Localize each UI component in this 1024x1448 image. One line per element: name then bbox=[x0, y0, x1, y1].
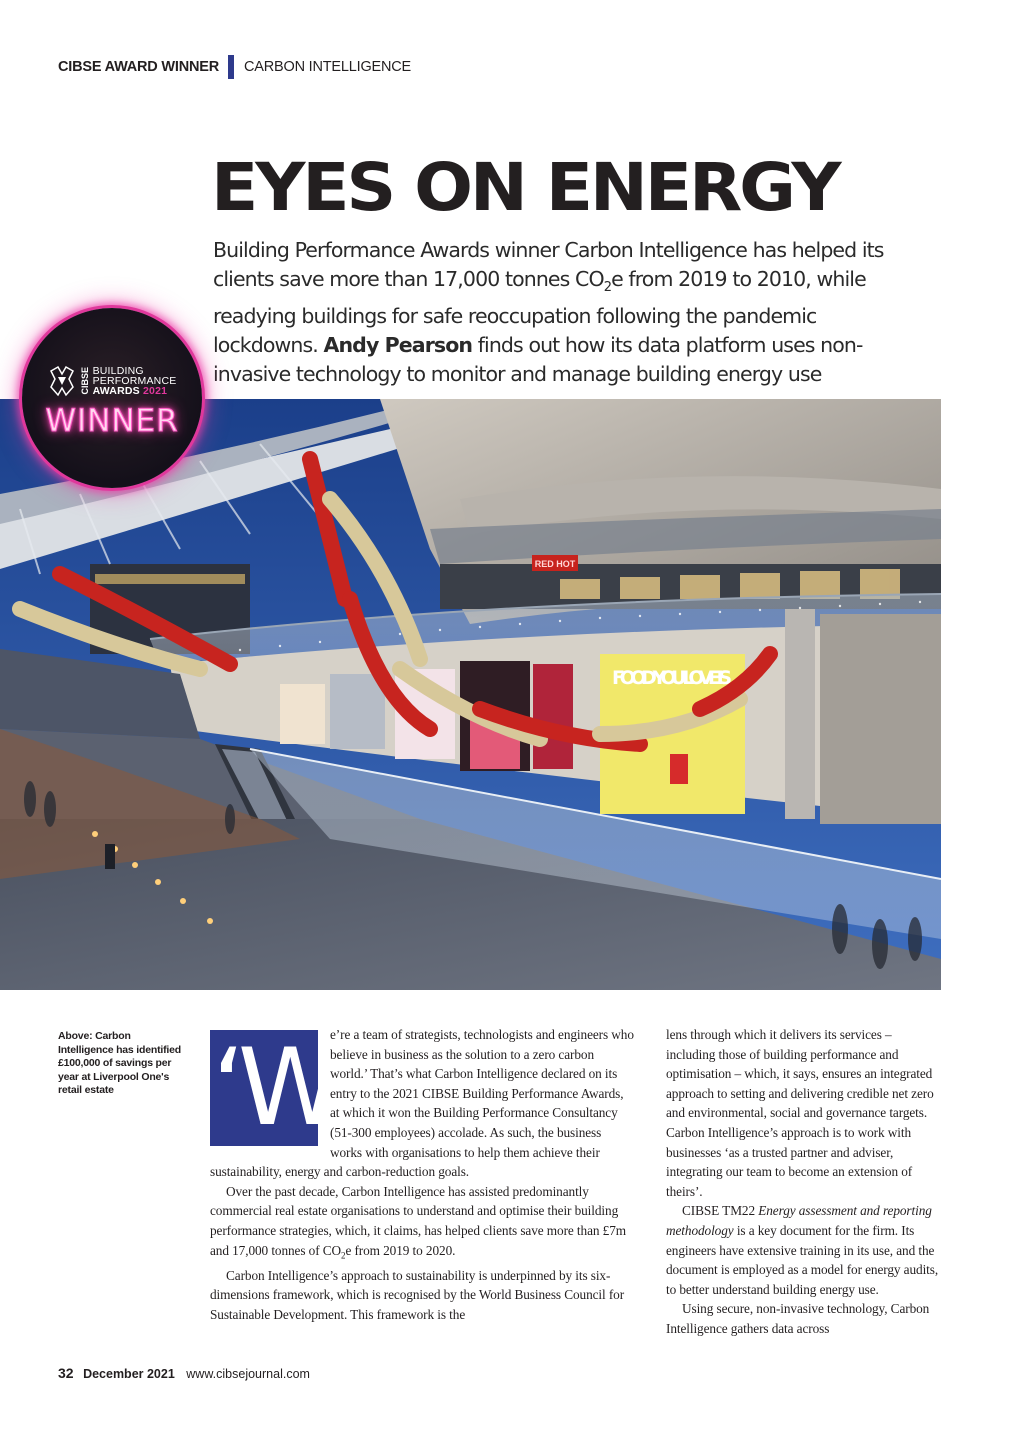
page-footer bbox=[58, 1365, 310, 1381]
cibse-logo-icon bbox=[48, 365, 76, 397]
author-name: Andy Pearson bbox=[323, 333, 473, 358]
standfirst-subscript: 2 bbox=[603, 280, 612, 296]
document-title: Energy assessment and reporting methodology bbox=[666, 1203, 932, 1238]
body-column-2 bbox=[666, 1025, 942, 1339]
body-paragraph: lens through which it delivers its services – including those of building performance and optimisation – which, it says, ensures an integrated approach to setting and delivering credible net zero and environmental, social and governance targets. Carbon Intelligence’s approach is to work with businesses ‘as a trusted partner and adviser, integrating our team to become an extension of theirs’. bbox=[666, 1027, 934, 1199]
body-paragraph: Carbon Intelligence’s approach to sustainability is underpinned by its six-dimensions framework, which is recognised by the World Business Council for Sustainable Development. This framework is the bbox=[210, 1267, 625, 1322]
badge-winner-label: WINNER bbox=[45, 403, 179, 439]
winner-badge bbox=[22, 308, 202, 488]
badge-year: 2021 bbox=[142, 385, 168, 397]
issue-date: December 2021 bbox=[83, 1367, 175, 1381]
photo-caption: Above: Carbon Intelligence has identified £100,000 of savings per year at Liverpool One's retail estate bbox=[58, 1030, 181, 1096]
paragraph-text: is a key document for the firm. Its engineers have extensive training in its use, and the document is employed as a model for energy audits, to better understand building energy use. bbox=[666, 1222, 939, 1297]
running-header bbox=[58, 56, 411, 78]
standfirst-text: Building Performance Awards winner Carbon Intelligence has helped its clients save more than 17,000 tonnes CO bbox=[213, 238, 884, 291]
body-column-1 bbox=[210, 1025, 634, 1325]
red-hot-sign: RED HOT bbox=[534, 559, 576, 569]
badge-awards-title bbox=[48, 365, 177, 397]
paragraph-text: CIBSE TM22 bbox=[682, 1203, 759, 1219]
badge-line-building: BUILDING bbox=[92, 365, 144, 377]
hero-photo bbox=[0, 399, 941, 990]
section-label: CIBSE AWARD WINNER bbox=[58, 59, 220, 75]
paragraph-text: Over the past decade, Carbon Intelligence has assisted predominantly commercial real estate organisations to understand and optimise their building performance strategies, which, it claims, has helped clients save more than £7m and 17,000 tonnes of CO bbox=[210, 1183, 626, 1258]
drop-cap: ‘W bbox=[212, 1026, 335, 1149]
standfirst-text: finds out how its data platform uses non-invasive technology to monitor and manage building energy use bbox=[213, 333, 863, 387]
subscript: 2 bbox=[341, 1250, 346, 1261]
header-divider-bar bbox=[228, 55, 234, 79]
headline: EYES ON ENERGY bbox=[211, 149, 839, 226]
paragraph-text: e from 2019 to 2020. bbox=[345, 1242, 456, 1258]
shop-sign: La bbox=[487, 706, 503, 721]
body-paragraph: Using secure, non-invasive technology, Carbon Intelligence gathers data across bbox=[666, 1301, 930, 1336]
standfirst bbox=[213, 236, 903, 389]
standfirst-text: e from 2019 to 2010, while readying buildings for safe reoccupation following the pandemic lockdowns. bbox=[213, 267, 866, 358]
badge-line-performance: PERFORMANCE bbox=[92, 375, 177, 387]
page-number: 32 bbox=[58, 1365, 74, 1381]
badge-org: CIBSE bbox=[79, 367, 90, 395]
body-paragraph bbox=[210, 1182, 634, 1266]
paragraph-text: e’re a team of strategists, technologists and engineers who believe in business as the solution to a zero carbon world.’ That’s what Carbon Intelligence declared on its entry to the 2021 CIBSE Building Performance Awards, at which it won the Building Performance Consultancy (51-300 employees) accolade. As such, the business works with organisations to help them achieve their sustainability, energy and carbon-reduction goals. bbox=[210, 1027, 634, 1180]
body-paragraph bbox=[210, 1025, 634, 1182]
subsection-label: CARBON INTELLIGENCE bbox=[244, 59, 412, 75]
footer-url: www.cibsejournal.com bbox=[186, 1367, 310, 1381]
poster-text: FOOD YOU LOVE IS bbox=[612, 667, 732, 689]
body-paragraph bbox=[666, 1201, 942, 1299]
badge-line-awards: AWARDS bbox=[92, 385, 140, 397]
